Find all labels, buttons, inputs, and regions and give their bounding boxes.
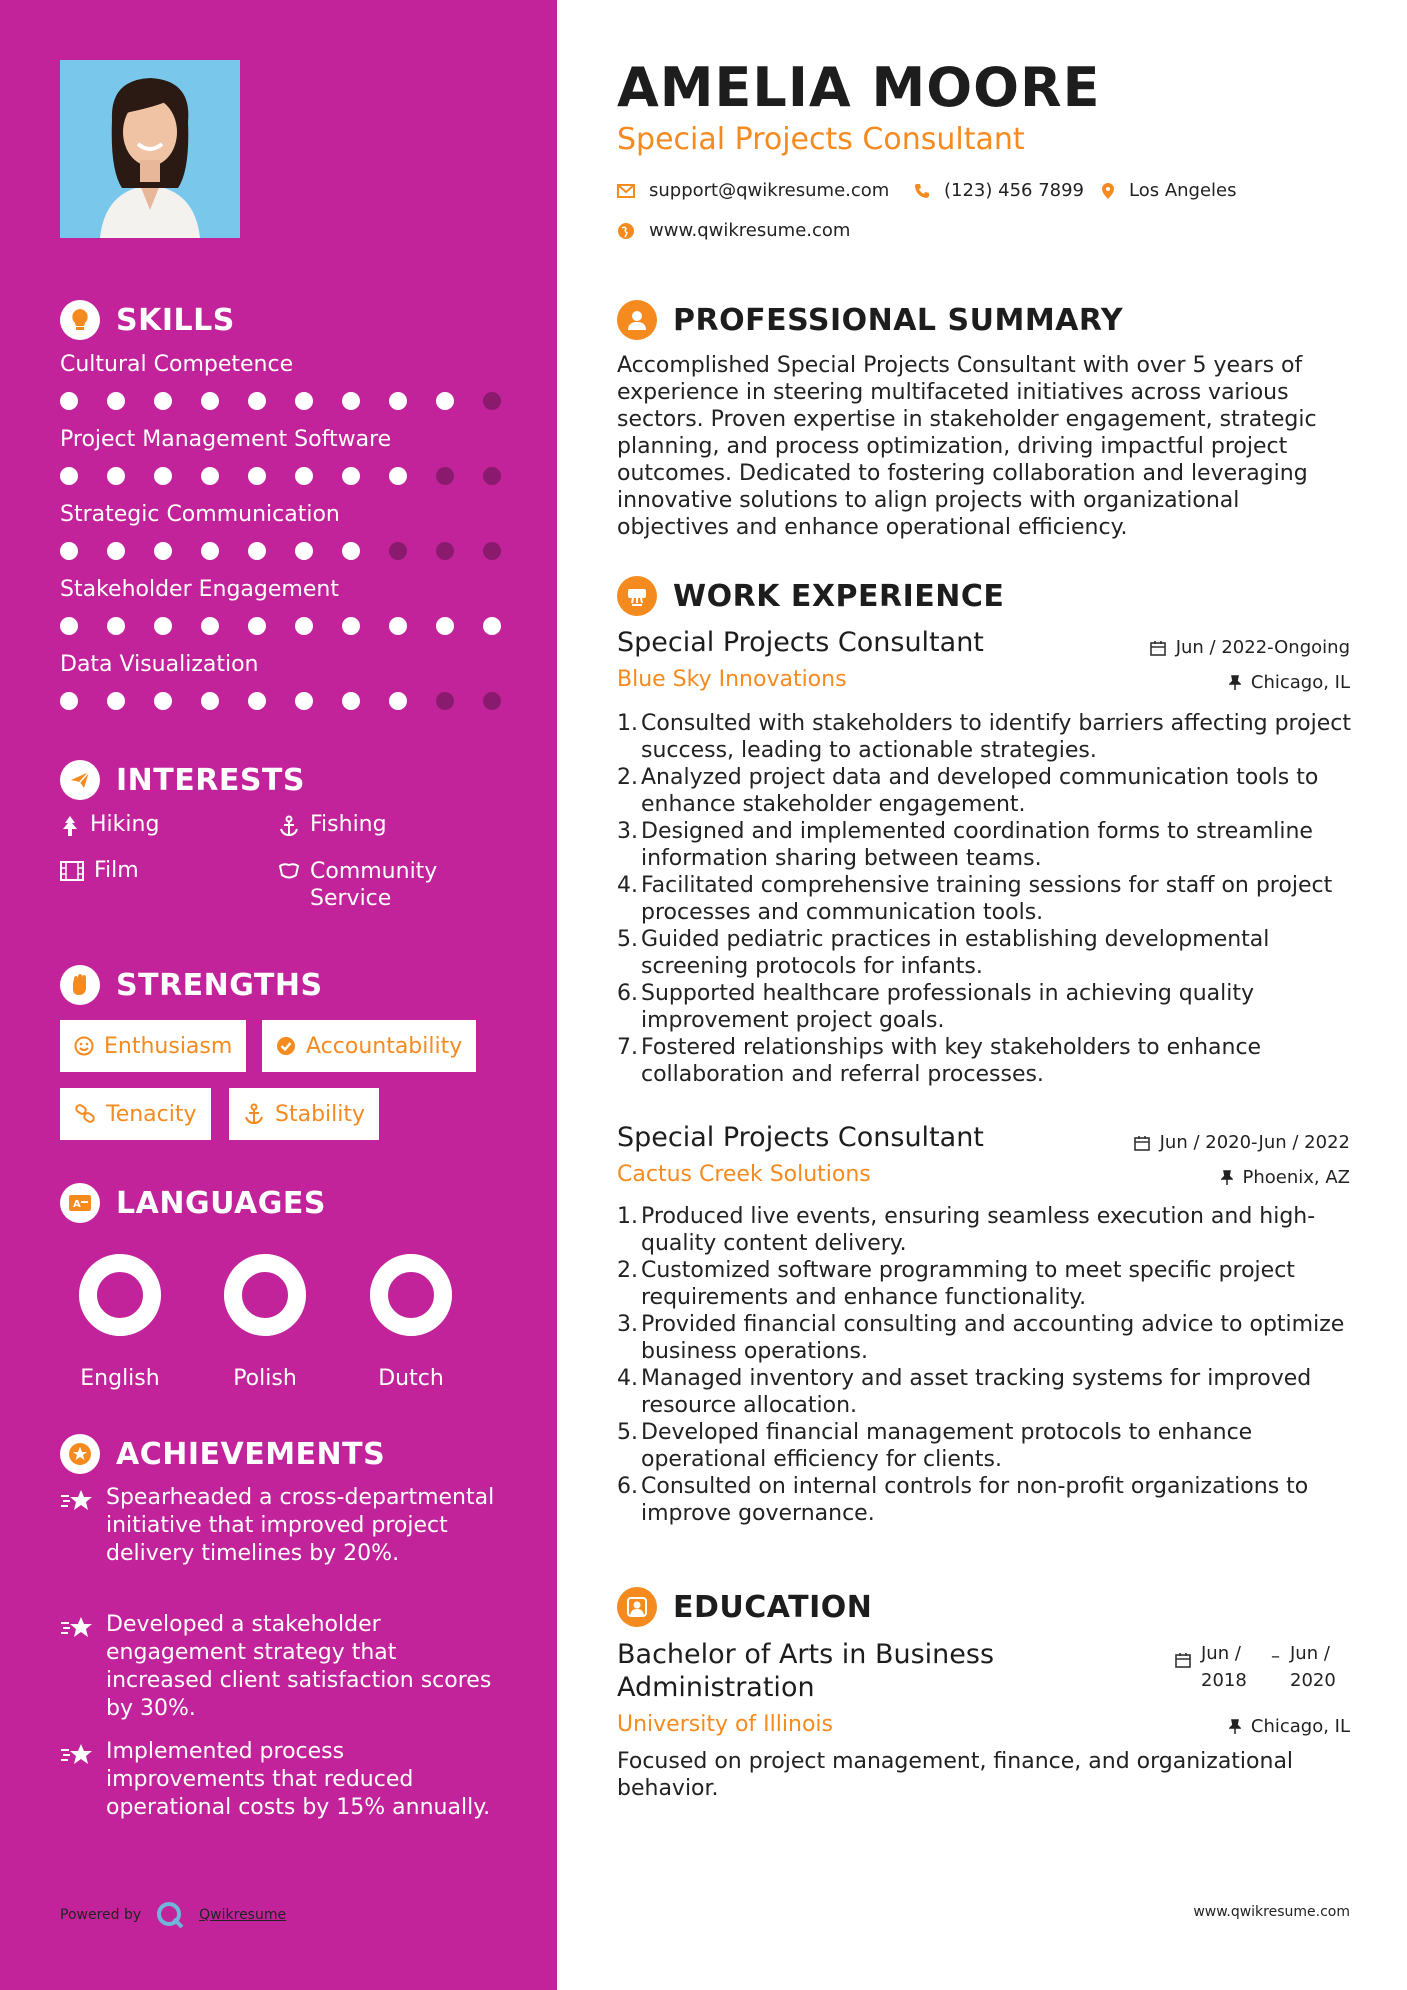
- film-icon: [60, 861, 84, 881]
- skill-dot-empty: [436, 467, 454, 485]
- summary-header: [617, 300, 1123, 340]
- contact-email: [617, 180, 889, 201]
- skill-dot-filled: [107, 542, 125, 560]
- languages-title: LANGUAGES: [116, 1185, 326, 1221]
- skills-header: [60, 300, 235, 340]
- skill-dot-filled: [201, 467, 219, 485]
- skill-dot-filled: [436, 617, 454, 635]
- interests-title: INTERESTS: [116, 762, 305, 798]
- pushpin-icon: [1229, 1719, 1241, 1735]
- skill-dot-filled: [107, 392, 125, 410]
- shooting-star-icon: [60, 1615, 94, 1639]
- skill-rating: [60, 692, 500, 710]
- skill-dot-filled: [342, 617, 360, 635]
- email-text[interactable]: support@qwikresume.com: [649, 180, 890, 201]
- profile-photo: [60, 60, 240, 238]
- skill-dot-filled: [107, 467, 125, 485]
- language-donut-fill: [88, 1263, 152, 1327]
- skill-item: [60, 352, 500, 410]
- graduate-icon: [617, 1587, 657, 1627]
- job-bullet: 5. Guided pediatric practices in establishing developmental screening protocols for infants.: [617, 927, 1270, 979]
- phone-icon: [914, 183, 930, 199]
- calendar-icon: [1134, 1135, 1150, 1151]
- paper-plane-icon: [60, 760, 100, 800]
- job-location: [1221, 1167, 1351, 1188]
- skill-dot-filled: [154, 467, 172, 485]
- svg-text:A: A: [73, 1199, 81, 1210]
- skill-dot-filled: [248, 392, 266, 410]
- strength-badge: [262, 1020, 476, 1072]
- skill-item: [60, 652, 500, 710]
- skills-title: SKILLS: [116, 302, 235, 338]
- skill-dot-filled: [154, 617, 172, 635]
- job-title: Special Projects Consultant: [617, 1122, 984, 1153]
- skill-dot-filled: [295, 617, 313, 635]
- skill-dot-filled: [248, 542, 266, 560]
- pushpin-icon: [1229, 675, 1241, 691]
- location-text: Los Angeles: [1129, 180, 1237, 201]
- interest-item: [278, 858, 478, 912]
- job-bullet: 4. Managed inventory and asset tracking systems for improved resource allocation.: [617, 1366, 1312, 1418]
- strength-label: Stability: [275, 1101, 366, 1127]
- contact-phone: [914, 180, 1084, 201]
- achievement-item: [60, 1484, 500, 1568]
- job-bullets: [617, 1203, 1362, 1527]
- job-dates-text: Jun / 2020-Jun / 2022: [1159, 1132, 1350, 1153]
- job-bullet: 4. Facilitated comprehensive training sessions for staff on project processes and communication tools.: [617, 873, 1333, 925]
- skill-dot-filled: [389, 692, 407, 710]
- main-content: [557, 0, 1407, 1990]
- language-item: [70, 1250, 170, 1391]
- interest-item: [278, 812, 387, 837]
- globe-icon: [617, 222, 635, 240]
- calendar-icon: [1175, 1652, 1191, 1668]
- phone-text: (123) 456 7899: [944, 180, 1085, 201]
- sidebar: [0, 0, 557, 1990]
- shooting-star-icon: [60, 1742, 94, 1766]
- skill-dot-filled: [342, 542, 360, 560]
- user-icon: [617, 300, 657, 340]
- job-bullet: 5. Developed financial management protocols to enhance operational efficiency for clients.: [617, 1420, 1253, 1472]
- company-name: Cactus Creek Solutions: [617, 1162, 871, 1187]
- job-bullet: 3. Designed and implemented coordination forms to streamline information sharing between teams.: [617, 819, 1313, 871]
- person-name: AMELIA MOORE: [617, 56, 1101, 119]
- skill-rating: [60, 617, 500, 635]
- strength-badge: [229, 1088, 379, 1140]
- interest-label: Community Service: [310, 859, 438, 911]
- skill-dot-filled: [295, 692, 313, 710]
- anchor-icon: [243, 1103, 265, 1125]
- skill-dot-filled: [60, 617, 78, 635]
- skill-dot-filled: [389, 392, 407, 410]
- skill-dot-empty: [389, 542, 407, 560]
- skill-dot-filled: [295, 392, 313, 410]
- skill-dot-filled: [60, 392, 78, 410]
- experience-title: WORK EXPERIENCE: [673, 578, 1005, 614]
- language-donut: [215, 1250, 315, 1340]
- education-header: [617, 1587, 872, 1627]
- skill-item: [60, 577, 500, 635]
- skill-dot-filled: [60, 542, 78, 560]
- skill-dot-filled: [201, 617, 219, 635]
- achievement-text: Implemented process improvements that reduced operational costs by 15% annually.: [106, 1739, 491, 1820]
- skill-rating: [60, 542, 500, 560]
- anchor-icon: [278, 815, 300, 837]
- strength-label: Accountability: [306, 1033, 463, 1059]
- job-location-text: Phoenix, AZ: [1242, 1167, 1350, 1188]
- interest-item: [60, 812, 159, 837]
- job-bullet: 2. Customized software programming to meet specific project requirements and enhance functionality.: [617, 1258, 1295, 1310]
- job-dates: [1134, 1132, 1350, 1153]
- check-circle-icon: [276, 1036, 296, 1056]
- powered-by-label: Powered by: [60, 1907, 142, 1923]
- strength-label: Enthusiasm: [104, 1033, 233, 1059]
- qwikresume-logo-icon: [155, 1900, 185, 1930]
- job-title: Special Projects Consultant: [617, 627, 984, 658]
- star-badge-icon: [60, 1434, 100, 1474]
- skill-dot-filled: [342, 692, 360, 710]
- skill-name: Project Management Software: [60, 427, 392, 452]
- skill-dot-filled: [201, 542, 219, 560]
- language-label: Dutch: [378, 1366, 444, 1391]
- company-name: Blue Sky Innovations: [617, 667, 847, 692]
- language-donut: [70, 1250, 170, 1340]
- envelope-icon: [617, 184, 635, 198]
- skill-dot-filled: [248, 617, 266, 635]
- education-location: [1229, 1716, 1350, 1737]
- skill-dot-empty: [483, 467, 501, 485]
- education-location-text: Chicago, IL: [1250, 1716, 1350, 1737]
- summary-text: Accomplished Special Projects Consultant with over 5 years of experience in steering multifaceted initiatives across various sectors. Proven expertise in stakeholder engagement, strategic planning, and process optimization, driving impactful project outcomes. Dedicated to fostering collaboration and leveraging innovative solutions to align projects with organizational objectives and enhance operational efficiency.: [617, 353, 1317, 540]
- language-item: [215, 1250, 315, 1391]
- interest-label: Fishing: [310, 812, 387, 837]
- skill-dot-filled: [154, 692, 172, 710]
- achievements-header: [60, 1434, 385, 1474]
- smile-icon: [74, 1036, 94, 1056]
- skill-dot-filled: [201, 392, 219, 410]
- skill-dot-filled: [342, 392, 360, 410]
- achievement-item: [60, 1611, 500, 1723]
- tree-icon: [60, 815, 80, 837]
- hands-icon: [278, 861, 300, 881]
- skill-dot-filled: [201, 692, 219, 710]
- job-location: [1229, 672, 1350, 693]
- language-label: English: [80, 1366, 160, 1391]
- languages-header: [60, 1183, 326, 1223]
- language-icon: [60, 1183, 100, 1223]
- language-donut: [361, 1250, 461, 1340]
- skill-dot-filled: [389, 617, 407, 635]
- interest-label: Film: [94, 858, 139, 883]
- strength-label: Tenacity: [106, 1101, 197, 1127]
- contact-website: [617, 220, 850, 241]
- skill-dot-filled: [295, 467, 313, 485]
- job-bullet: 1. Consulted with stakeholders to identify barriers affecting project success, leading to actionable strategies.: [617, 711, 1351, 763]
- job-location-text: Chicago, IL: [1250, 672, 1350, 693]
- education-description: Focused on project management, finance, and organizational behavior.: [617, 1749, 1294, 1801]
- job-bullet: 6. Consulted on internal controls for non-profit organizations to improve governance.: [617, 1474, 1309, 1526]
- footer-url[interactable]: www.qwikresume.com: [1193, 1904, 1350, 1920]
- skill-rating: [60, 467, 500, 485]
- experience-header: [617, 576, 1004, 616]
- achievement-text: Developed a stakeholder engagement strategy that increased client satisfaction scores by 30%.: [106, 1612, 492, 1721]
- skill-dot-filled: [389, 467, 407, 485]
- education-end: Jun / 2020: [1290, 1643, 1336, 1691]
- skill-name: Data Visualization: [60, 652, 259, 677]
- website-text[interactable]: www.qwikresume.com: [649, 220, 851, 241]
- skill-item: [60, 502, 500, 560]
- achievement-text: Spearheaded a cross-departmental initiative that improved project delivery timelines by 20%.: [106, 1485, 495, 1566]
- skill-dot-filled: [154, 542, 172, 560]
- briefcase-icon: [617, 576, 657, 616]
- skill-dot-empty: [436, 692, 454, 710]
- interests-header: [60, 760, 305, 800]
- achievements-title: ACHIEVEMENTS: [116, 1436, 386, 1472]
- link-icon: [74, 1104, 96, 1124]
- job-bullet: 2. Analyzed project data and developed communication tools to enhance stakeholder engagement.: [617, 765, 1319, 817]
- contact-location: [1101, 180, 1237, 201]
- job-bullets: [617, 710, 1362, 1088]
- skill-dot-filled: [248, 692, 266, 710]
- school-name: University of Illinois: [617, 1712, 833, 1737]
- calendar-icon: [1150, 640, 1166, 656]
- job-bullet: 7. Fostered relationships with key stakeholders to enhance collaboration and referral processes.: [617, 1035, 1262, 1087]
- skill-item: [60, 427, 500, 485]
- fist-icon: [60, 965, 100, 1005]
- skill-dot-filled: [107, 617, 125, 635]
- portrait-image: [60, 60, 240, 238]
- job-bullet: 3. Provided financial consulting and accounting advice to optimize business operations.: [617, 1312, 1345, 1364]
- language-label: Polish: [233, 1366, 297, 1391]
- achievement-item: [60, 1738, 500, 1822]
- skill-dot-filled: [107, 692, 125, 710]
- skill-dot-filled: [483, 617, 501, 635]
- skill-dot-empty: [483, 392, 501, 410]
- map-pin-icon: [1101, 182, 1115, 200]
- skill-dot-filled: [295, 542, 313, 560]
- skill-dot-filled: [342, 467, 360, 485]
- skill-dot-filled: [248, 467, 266, 485]
- interest-item: [60, 858, 139, 883]
- job-dates: [1150, 637, 1350, 658]
- skill-dot-filled: [154, 392, 172, 410]
- skill-dot-empty: [436, 542, 454, 560]
- powered-by: [60, 1900, 286, 1930]
- language-donut-fill: [379, 1263, 443, 1327]
- strengths-header: [60, 965, 323, 1005]
- education-dates: Jun / 2018 – Jun / 2020: [1175, 1640, 1350, 1694]
- skill-name: Stakeholder Engagement: [60, 577, 339, 602]
- lightbulb-icon: [60, 300, 100, 340]
- skill-dot-filled: [60, 467, 78, 485]
- language-item: [361, 1250, 461, 1391]
- strength-badge: [60, 1088, 211, 1140]
- skill-name: Strategic Communication: [60, 502, 340, 527]
- person-role: Special Projects Consultant: [617, 122, 1025, 157]
- pushpin-icon: [1221, 1170, 1233, 1186]
- interest-label: Hiking: [90, 812, 160, 837]
- job-bullet: 6. Supported healthcare professionals in achieving quality improvement project goals.: [617, 981, 1255, 1033]
- education-start: Jun / 2018: [1201, 1643, 1247, 1691]
- summary-title: PROFESSIONAL SUMMARY: [673, 302, 1124, 338]
- job-dates-text: Jun / 2022-Ongoing: [1175, 637, 1350, 658]
- degree-title: Bachelor of Arts in Business Administration: [617, 1639, 995, 1703]
- shooting-star-icon: [60, 1488, 94, 1512]
- job-bullet: 1. Produced live events, ensuring seamless execution and high-quality content delivery.: [617, 1204, 1316, 1256]
- language-donut-fill: [233, 1263, 297, 1327]
- qwikresume-link[interactable]: Qwikresume: [199, 1907, 287, 1923]
- skill-rating: [60, 392, 500, 410]
- education-title: EDUCATION: [673, 1589, 873, 1625]
- skill-dot-filled: [60, 692, 78, 710]
- skill-dot-empty: [483, 542, 501, 560]
- strength-badge: [60, 1020, 246, 1072]
- skill-name: Cultural Competence: [60, 352, 294, 377]
- skill-dot-filled: [436, 392, 454, 410]
- strengths-title: STRENGTHS: [116, 967, 323, 1003]
- skill-dot-empty: [483, 692, 501, 710]
